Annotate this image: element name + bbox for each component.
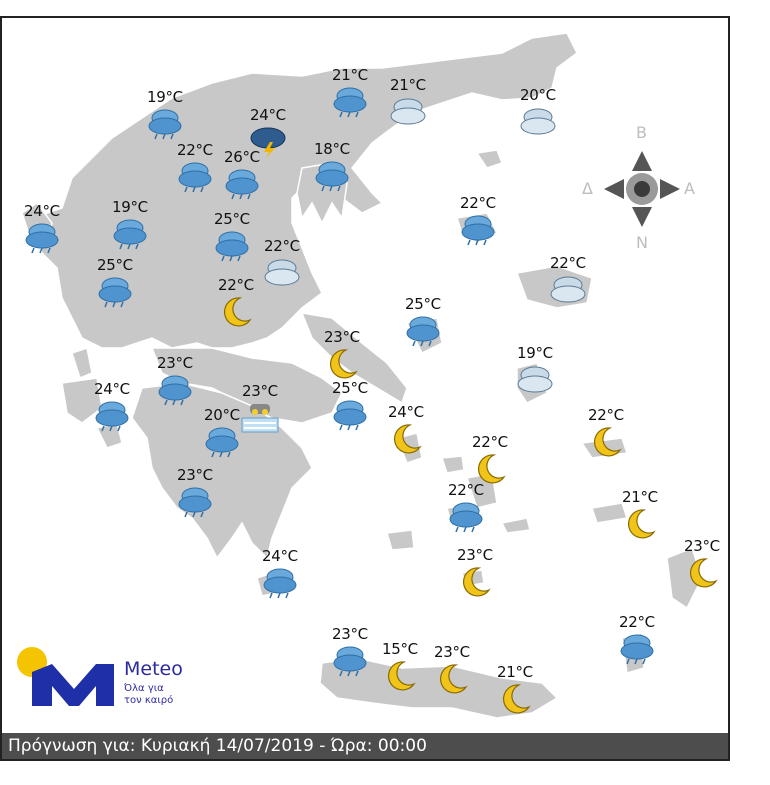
thassos-island (477, 150, 502, 168)
rain-cloud-icon (330, 84, 370, 122)
station-temperature: 24°C (250, 106, 286, 124)
station-temperature: 15°C (382, 640, 418, 658)
cloudy-icon (515, 362, 555, 400)
station-temperature: 24°C (24, 202, 60, 220)
logo-brand-name: Meteo (124, 658, 183, 680)
station-temperature: 23°C (434, 643, 470, 661)
rain-cloud-icon (145, 106, 185, 144)
moon-icon (380, 658, 420, 696)
moon-icon (386, 421, 426, 459)
station-temperature: 24°C (388, 403, 424, 421)
moon-icon (455, 564, 495, 602)
station-temperature: 24°C (94, 380, 130, 398)
station-temperature: 24°C (262, 547, 298, 565)
rain-cloud-icon (155, 372, 195, 410)
station-temperature: 22°C (588, 406, 624, 424)
station-temperature: 23°C (177, 466, 213, 484)
station-temperature: 23°C (242, 382, 278, 400)
rain-cloud-icon (260, 565, 300, 603)
rain-cloud-icon (95, 274, 135, 312)
station-temperature: 26°C (224, 148, 260, 166)
rain-cloud-icon (446, 499, 486, 537)
station-temperature: 19°C (112, 198, 148, 216)
station-temperature: 22°C (460, 194, 496, 212)
station-temperature: 23°C (332, 625, 368, 643)
rain-cloud-icon (212, 228, 252, 266)
rain-cloud-icon (312, 158, 352, 196)
station-temperature: 23°C (457, 546, 493, 564)
moon-icon (682, 555, 722, 593)
station-temperature: 21°C (497, 663, 533, 681)
station-temperature: 19°C (147, 88, 183, 106)
station-temperature: 21°C (390, 76, 426, 94)
rain-cloud-icon (110, 216, 150, 254)
station-temperature: 25°C (405, 295, 441, 313)
tinos-island (442, 456, 464, 473)
station-temperature: 22°C (448, 481, 484, 499)
station-temperature: 21°C (622, 488, 658, 506)
moon-icon (620, 506, 660, 544)
milos-island (387, 530, 414, 550)
cloudy-icon (262, 255, 302, 293)
cloudy-icon (548, 272, 588, 310)
station-temperature: 23°C (324, 328, 360, 346)
station-temperature: 23°C (684, 537, 720, 555)
logo-slogan-line2: τον καιρό (124, 695, 174, 706)
logo-slogan (124, 683, 194, 707)
station-temperature: 25°C (332, 379, 368, 397)
rain-cloud-icon (202, 424, 242, 462)
station-temperature: 22°C (264, 237, 300, 255)
rain-cloud-icon (330, 643, 370, 681)
forecast-footer: Πρόγνωση για: Κυριακή 14/07/2019 - Ώρα: 00:00 (2, 733, 728, 759)
station-temperature: 18°C (314, 140, 350, 158)
compass-east-label: A (684, 179, 695, 198)
station-temperature: 19°C (517, 344, 553, 362)
station-temperature: 21°C (332, 66, 368, 84)
station-temperature: 20°C (520, 86, 556, 104)
amorgos-island (502, 518, 530, 533)
compass-rose (580, 123, 700, 253)
station-temperature: 22°C (550, 254, 586, 272)
station-temperature: 25°C (97, 256, 133, 274)
rain-cloud-icon (617, 631, 657, 669)
compass-west-label: Δ (582, 179, 593, 198)
rain-cloud-icon (175, 484, 215, 522)
rain-cloud-icon (22, 220, 62, 258)
rain-cloud-icon (92, 398, 132, 436)
logo-slogan-line1: Όλα για (124, 683, 164, 694)
station-temperature: 22°C (177, 141, 213, 159)
compass-north-label: B (636, 123, 647, 142)
rain-cloud-icon (330, 397, 370, 435)
rain-cloud-icon (222, 166, 262, 204)
moon-icon (216, 294, 256, 332)
compass-south-label: N (636, 233, 648, 252)
cloudy-icon (518, 104, 558, 142)
moon-icon (495, 681, 535, 719)
station-temperature: 22°C (218, 276, 254, 294)
lefkada-island (72, 348, 92, 378)
station-temperature: 25°C (214, 210, 250, 228)
rain-cloud-icon (458, 212, 498, 250)
moon-icon (586, 424, 626, 462)
cloudy-icon (388, 94, 428, 132)
fog-icon (240, 400, 280, 438)
station-temperature: 23°C (157, 354, 193, 372)
moon-icon (432, 661, 472, 699)
station-temperature: 20°C (204, 406, 240, 424)
rain-cloud-icon (403, 313, 443, 351)
station-temperature: 22°C (619, 613, 655, 631)
rain-cloud-icon (175, 159, 215, 197)
forecast-map-frame (0, 16, 730, 761)
station-temperature: 22°C (472, 433, 508, 451)
